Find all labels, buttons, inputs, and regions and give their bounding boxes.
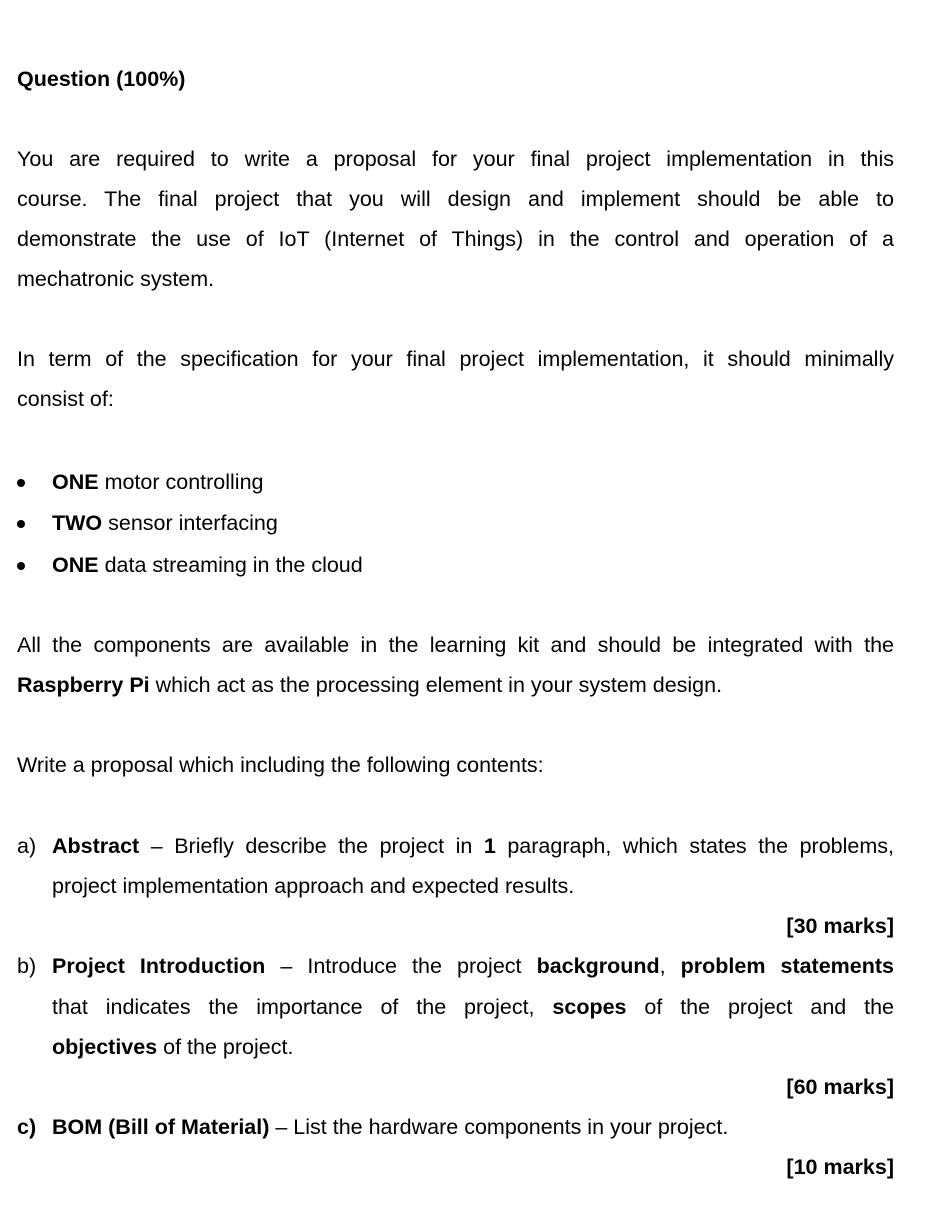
item-b-line-2: that indicates the importance of the project, scopes of the project and the [52, 995, 894, 1019]
bullet-text: ONE motor controlling [52, 470, 264, 494]
components-line-1: All the components are available in the learning kit and should be integrated with the [17, 633, 894, 657]
bullet-text: ONE data streaming in the cloud [52, 553, 363, 577]
item-label: b) [17, 954, 37, 978]
bullet-icon [17, 520, 25, 528]
bullet-icon [17, 562, 25, 570]
item-a-line-2: project implementation approach and expected results. [52, 874, 575, 898]
bullet-text: TWO sensor interfacing [52, 511, 278, 535]
components-line-2: Raspberry Pi which act as the processing element in your system design. [17, 673, 723, 697]
item-c-line-1: BOM (Bill of Material) – List the hardware components in your project. [52, 1115, 729, 1139]
item-a-marks: [30 marks] [786, 914, 894, 938]
item-b-line-3: objectives of the project. [52, 1035, 294, 1059]
item-b-marks: [60 marks] [786, 1075, 894, 1099]
intro-line-3: demonstrate the use of IoT (Internet of Things) in the control and operation of a [17, 227, 894, 251]
write-prompt: Write a proposal which including the following contents: [17, 753, 544, 777]
item-b-line-1: Project Introduction – Introduce the project background, problem statements [52, 954, 894, 978]
item-label: a) [17, 834, 37, 858]
spec-line-1: In term of the specification for your final project implementation, it should minimally [17, 347, 894, 371]
item-label: c) [17, 1115, 37, 1139]
item-c-marks: [10 marks] [786, 1155, 894, 1179]
question-title: Question (100%) [17, 67, 186, 91]
bullet-icon [17, 479, 25, 487]
item-a-line-1: Abstract – Briefly describe the project in 1 paragraph, which states the problems, [52, 834, 894, 858]
spec-line-2: consist of: [17, 387, 114, 411]
intro-line-4: mechatronic system. [17, 267, 215, 291]
intro-line-1: You are required to write a proposal for your final project implementation in this [17, 147, 894, 171]
intro-line-2: course. The final project that you will design and implement should be able to [17, 187, 894, 211]
